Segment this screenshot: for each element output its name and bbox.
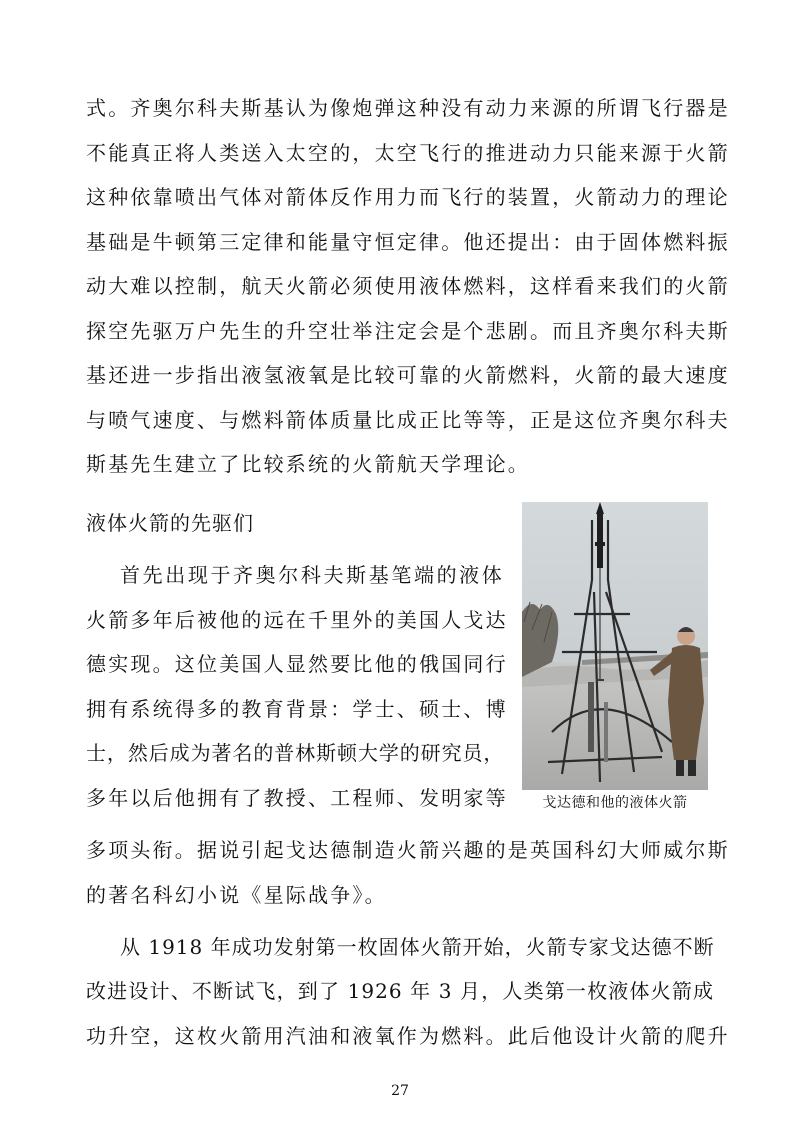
text-line: 火箭多年后被他的远在千里外的美国人戈达 xyxy=(86,608,508,632)
rocket-photo xyxy=(522,502,708,790)
text-line: 首先出现于齐奥尔科夫斯基笔端的液体 xyxy=(120,563,504,587)
text-line: 士，然后成为著名的普林斯顿大学的研究员， xyxy=(86,741,504,765)
text-line: 式。齐奥尔科夫斯基认为像炮弹这种没有动力来源的所谓飞行器是 xyxy=(86,96,730,120)
text-line: 与喷气速度、与燃料箭体质量比成正比等等，正是这位齐奥尔科夫 xyxy=(86,408,730,432)
text-line: 从 1918 年成功发射第一枚固体火箭开始，火箭专家戈达德不断 xyxy=(120,935,715,959)
text-line: 拥有系统得多的教育背景：学士、硕士、博 xyxy=(86,697,508,721)
text-line: 多年以后他拥有了教授、工程师、发明家等 xyxy=(86,786,508,810)
text-line: 德实现。这位美国人显然要比他的俄国同行 xyxy=(86,652,508,676)
text-line: 功升空，这枚火箭用汽油和液氧作为燃料。此后他设计火箭的爬升 xyxy=(86,1024,730,1048)
text-line: 改进设计、不断试飞，到了 1926 年 3 月，人类第一枚液体火箭成 xyxy=(86,979,714,1003)
text-line: 多项头衔。据说引起戈达德制造火箭兴趣的是英国科幻大师威尔斯 xyxy=(86,838,730,862)
figure-caption: 戈达德和他的液体火箭 xyxy=(542,795,688,811)
text-line: 动大难以控制，航天火箭必须使用液体燃料，这样看来我们的火箭 xyxy=(86,274,730,298)
rocket-photo-illustration xyxy=(522,502,708,790)
text-line: 基还进一步指出液氢液氧是比较可靠的火箭燃料，火箭的最大速度 xyxy=(86,363,730,387)
page-number: 27 xyxy=(391,1083,409,1099)
text-line: 探空先驱万户先生的升空壮举注定会是个悲剧。而且齐奥尔科夫斯 xyxy=(86,319,730,343)
text-line: 的著名科幻小说《星际战争》。 xyxy=(86,883,387,907)
text-line: 基础是牛顿第三定律和能量守恒定律。他还提出：由于固体燃料振 xyxy=(86,230,730,254)
text-line: 斯基先生建立了比较系统的火箭航天学理论。 xyxy=(86,452,530,476)
section-heading: 液体火箭的先驱们 xyxy=(86,511,254,535)
text-line: 不能真正将人类送入太空的，太空飞行的推进动力只能来源于火箭 xyxy=(86,141,730,165)
text-line: 这种依靠喷出气体对箭体反作用力而飞行的装置，火箭动力的理论 xyxy=(86,185,730,209)
